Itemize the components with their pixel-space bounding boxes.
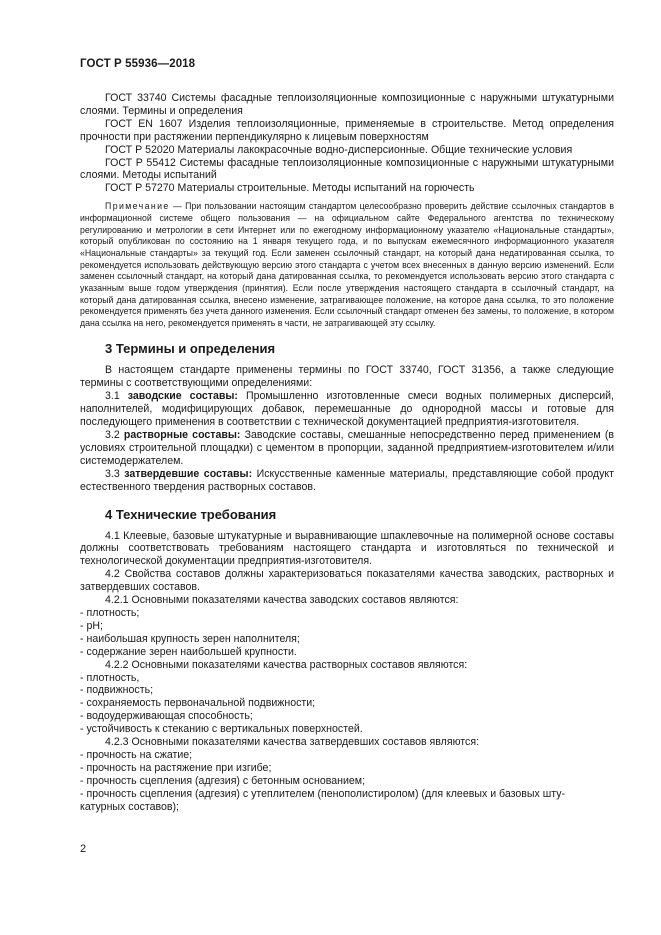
reference-item: ГОСТ 33740 Системы фасадные теплоизоляционные композиционные с наружными штукатурными слоями. Термины и определения — [80, 92, 614, 117]
paragraph-4-2: 4.2 Свойства составов должны характеризоваться показателями качества заводских, растворных и затвердевших составов. — [80, 568, 614, 594]
note-label: Примечание — [105, 201, 170, 212]
section-4-heading: 4 Технические требования — [105, 506, 277, 522]
list-item: - pH; — [80, 619, 103, 632]
term-text: Промышленно изготовленные смеси водных полимерных дисперсий, наполнителей, модифицирующих добавок, перемешанные до однородной массы и готовые для последующего применения в соответствии с технической документацией предприятия-изготовителя. — [80, 390, 614, 429]
standard-header: ГОСТ Р 55936—2018 — [80, 58, 196, 70]
list-item: - прочность сцепления (адгезия) с утеплителем (пенополистиролом) (для клеевых и базовых шту- — [80, 787, 566, 800]
section-3-heading: 3 Термины и определения — [105, 341, 276, 357]
reference-item: ГОСТ Р 57270 Материалы строительные. Методы испытаний на горючесть — [105, 182, 475, 195]
term-definition — [80, 429, 614, 468]
page-content — [80, 92, 614, 813]
list-item: - прочность на сжатие; — [80, 748, 193, 761]
list-item-continuation: катурных составов); — [80, 800, 180, 813]
list-item: - прочность на растяжение при изгибе; — [80, 761, 272, 774]
section-3-intro: В настоящем стандарте применены термины по ГОСТ 33740, ГОСТ 31356, а также следующие термины с соответствующими определениями: — [80, 364, 614, 390]
list-item: - водоудерживающая способность; — [80, 710, 253, 723]
list-item: - плотность; — [80, 606, 140, 619]
paragraph-4-2-1: 4.2.1 Основными показателями качества заводских составов являются: — [105, 594, 459, 607]
reference-item: ГОСТ EN 1607 Изделия теплоизоляционные, применяемые в строительстве. Метод определения прочности при растяжении перпендикулярно к лицевым поверхностям — [80, 117, 614, 143]
term-name: растворные составы: — [123, 429, 241, 441]
list-item: - содержание зерен наибольшей крупности. — [80, 645, 297, 658]
list-item: - сохраняемость первоначальной подвижности; — [80, 697, 316, 710]
term-name: затвердевшие составы: — [124, 467, 253, 480]
term-definition — [80, 468, 614, 494]
term-text: Искусственные каменные материалы, представляющие собой продукт естественного твердения растворных составов. — [80, 467, 614, 493]
reference-item: ГОСТ Р 52020 Материалы лакокрасочные водно-дисперсионные. Общие технические условия — [105, 143, 573, 156]
list-item: - наибольшая крупность зерен наполнителя; — [80, 632, 300, 645]
list-item: - подвижность; — [80, 684, 154, 697]
term-number: 3.1 — [105, 390, 128, 403]
paragraph-4-2-2: 4.2.2 Основными показателями качества растворных составов являются: — [105, 658, 468, 671]
list-item: - устойчивость к стеканию с вертикальных поверхностей. — [80, 723, 363, 736]
note-paragraph — [80, 201, 614, 329]
paragraph-4-2-3: 4.2.3 Основными показателями качества затвердевших составов являются: — [105, 736, 480, 749]
list-item: - прочность сцепления (адгезия) с бетонным основанием; — [80, 774, 366, 787]
paragraph-4-1: 4.1 Клеевые, базовые штукатурные и выравнивающие шпаклевочные на полимерной основе составы должны соответствовать требованиям настоящего стандарта и изготовляться по технической и технологической документации предприятия-изготовителя. — [80, 529, 614, 568]
list-item: - плотность, — [80, 671, 140, 684]
term-number: 3.3 — [105, 467, 125, 480]
term-name: заводские составы: — [127, 390, 238, 403]
note-text: — При пользовании настоящим стандартом целесообразно проверить действие ссылочных стандартов в информационной системе общего пользования — на официальном сайте Федерального агентства по техническому регулированию и метрологии в сети Интернет или по ежегодному информационному указателю «Национальные стандарты», который опубликован по состоянию на 1 января текущего года, и по выпускам ежемесячного информационного указателя «Национальные стандарты» за текущий год. Если заменен ссылочный стандарт, на который дана недатированная ссылка, то рекомендуется использовать действующую версию этого стандарта с учетом всех внесенных в данную версию изменений. Если заменен ссылочный стандарт, на который дана датированная ссылка, то рекомендуется использовать версию этого стандарта с указанным выше годом утверждения (принятия). Если после утверждения настоящего стандарта в ссылочный стандарт, на который дана датированная ссылка, внесено изменение, затрагивающее положение, на которое дана ссылка, то это положение рекомендуется применять без учета данного изменения. Если ссылочный стандарт отменен без замены, то положение, в котором дана ссылка на него, рекомендуется применять в части, не затрагивающей эту ссылку. — [80, 201, 614, 328]
term-definition — [80, 390, 614, 429]
term-number: 3.2 — [105, 429, 124, 441]
reference-item: ГОСТ Р 55412 Системы фасадные теплоизоляционные композиционные с наружными штукатурными слоями. Методы испытаний — [80, 156, 614, 182]
term-text: Заводские составы, смешанные непосредственно перед применением (в условиях строительной площадки) с цементом в пропорции, заданной предприятием-изготовителем и/или системодержателем. — [80, 429, 615, 467]
page-number: 2 — [80, 843, 87, 855]
